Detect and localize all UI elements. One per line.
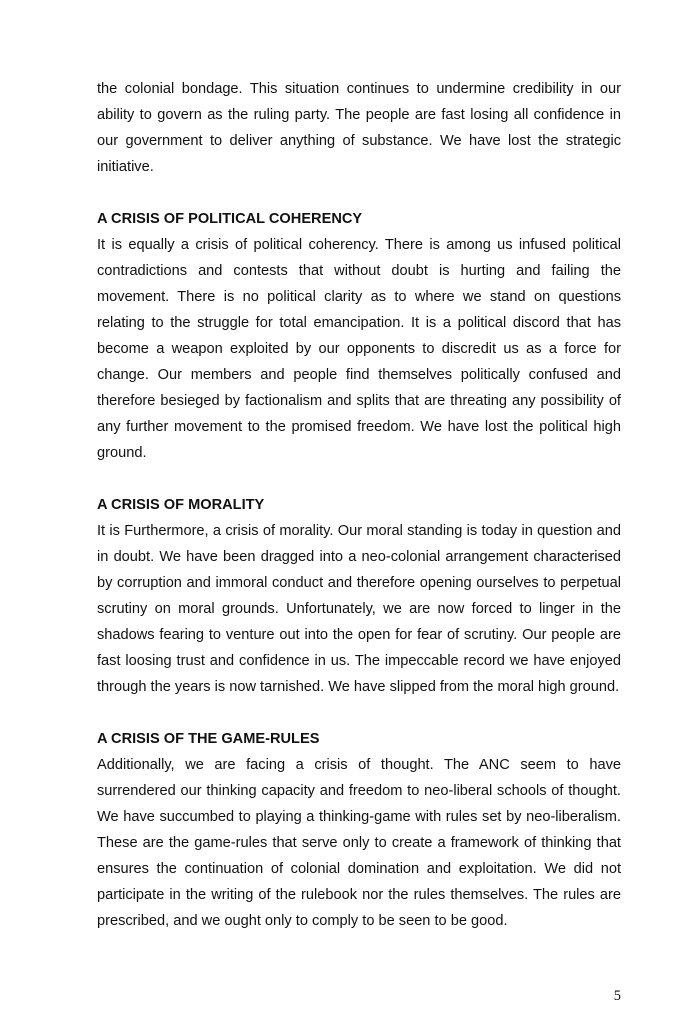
section-heading-game-rules: A CRISIS OF THE GAME-RULES	[97, 731, 320, 747]
section-body-morality: It is Furthermore, a crisis of morality. Our moral standing is today in question and in doubt. We have been dragged into a neo-colonial arrangement characterised by corruption and immoral conduct and therefore opening ourselves to perpetual scrutiny on moral grounds. Unfortunately, we are now forced to linger in the shadows fearing to venture out into the open for fear of scrutiny. Our people are fast loosing trust and confidence in us. The impeccable record we have enjoyed through the years is now tarnished. We have slipped from the moral high ground.	[97, 523, 621, 695]
section-heading-morality: A CRISIS OF MORALITY	[97, 497, 265, 513]
section-heading-political-coherency: A CRISIS OF POLITICAL COHERENCY	[97, 211, 363, 227]
section-spacer	[97, 466, 621, 492]
page-number: 5	[613, 988, 621, 1004]
section-body-game-rules: Additionally, we are facing a crisis of thought. The ANC seem to have surrendered our thinking capacity and freedom to neo-liberal schools of thought. We have succumbed to playing a thinking-game with rules set by neo-liberalism. These are the game-rules that serve only to create a framework of thinking that ensures the continuation of colonial domination and exploitation. We did not participate in the writing of the rulebook nor the rules themselves. The rules are prescribed, and we ought only to comply to be seen to be good.	[97, 757, 621, 929]
section-spacer	[97, 180, 621, 206]
text-column	[97, 76, 621, 934]
continuation-paragraph: the colonial bondage. This situation continues to undermine credibility in our ability to govern as the ruling party. The people are fast losing all confidence in our government to deliver anything of substance. We have lost the strategic initiative.	[97, 81, 621, 175]
section-body-political-coherency: It is equally a crisis of political coherency. There is among us infused political contradictions and contests that without doubt is hurting and failing the movement. There is no political clarity as to where we stand on questions relating to the struggle for total emancipation. It is a political discord that has become a weapon exploited by our opponents to discredit us as a force for change. Our members and people find themselves politically confused and therefore besieged by factionalism and splits that are threating any possibility of any further movement to the promised freedom. We have lost the political high ground.	[97, 237, 621, 461]
section-spacer	[97, 700, 621, 726]
